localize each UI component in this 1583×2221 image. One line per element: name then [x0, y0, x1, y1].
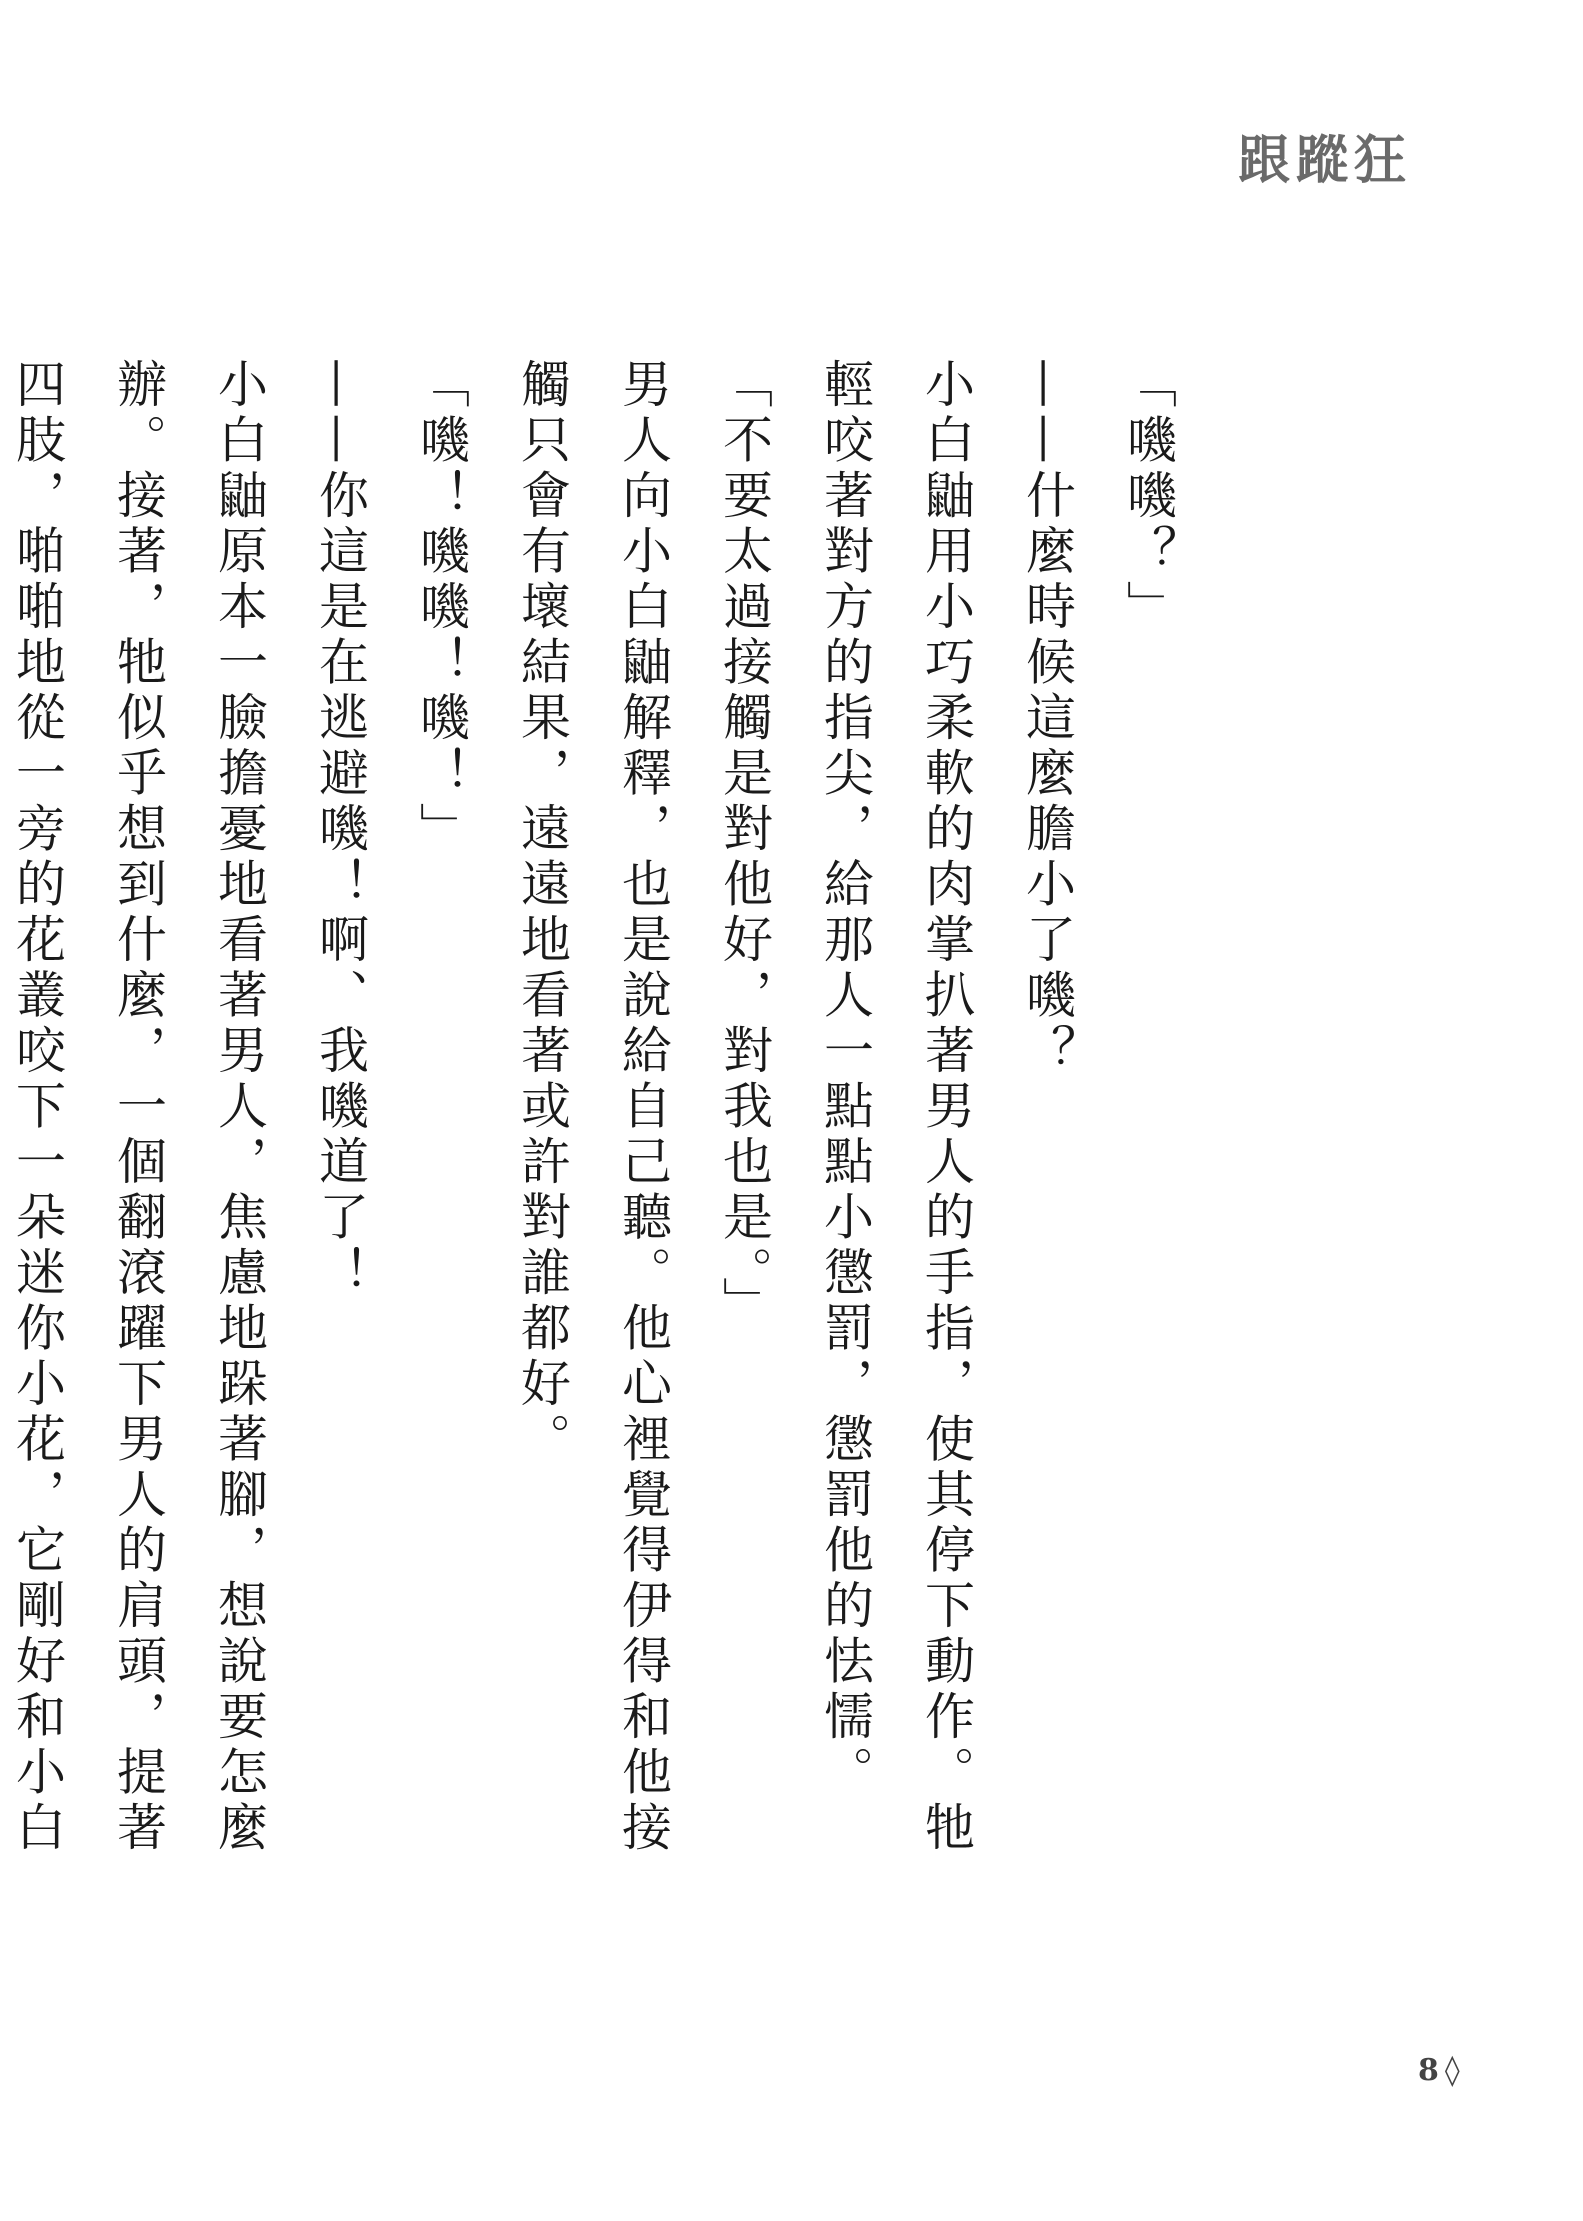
lozenge-icon: ◊	[1444, 2053, 1460, 2088]
running-title: 跟蹤狂	[1237, 130, 1412, 191]
paragraph: ——什麼時候這麼膽小了嘰？	[1018, 358, 1076, 1080]
body-text	[8, 300, 1198, 1860]
paragraph: 小白鼬用小巧柔軟的肉掌扒著男人的手指，使其停下動作。牠輕咬著對方的指尖，給那人一點點小懲罰，懲罰他的怯懦。	[816, 358, 975, 1857]
page-number	[1418, 2053, 1460, 2088]
paragraph: 「不要太過接觸是對他好，對我也是。」	[715, 358, 773, 1332]
paragraph: ——你這是在逃避嘰！啊、我嘰道了！	[311, 358, 369, 1302]
paragraph: 男人向小白鼬解釋，也是說給自己聽。他心裡覺得伊得和他接觸只會有壞結果，遠遠地看著或許對誰都好。	[513, 358, 672, 1857]
paragraph: 「嘰！嘰嘰！嘰！」	[412, 358, 470, 858]
paragraph: 小白鼬原本一臉擔憂地看著男人，焦慮地跺著腳，想說要怎麼辦。接著，牠似乎想到什麼，一個翻滾躍下男人的肩頭，提著四肢，啪啪地從一旁的花叢咬下一朵迷你小花，它剛好和小白	[8, 358, 268, 1857]
paragraph: 「嘰嘰？」	[1119, 358, 1177, 636]
page-number-value: 8	[1418, 2053, 1439, 2088]
